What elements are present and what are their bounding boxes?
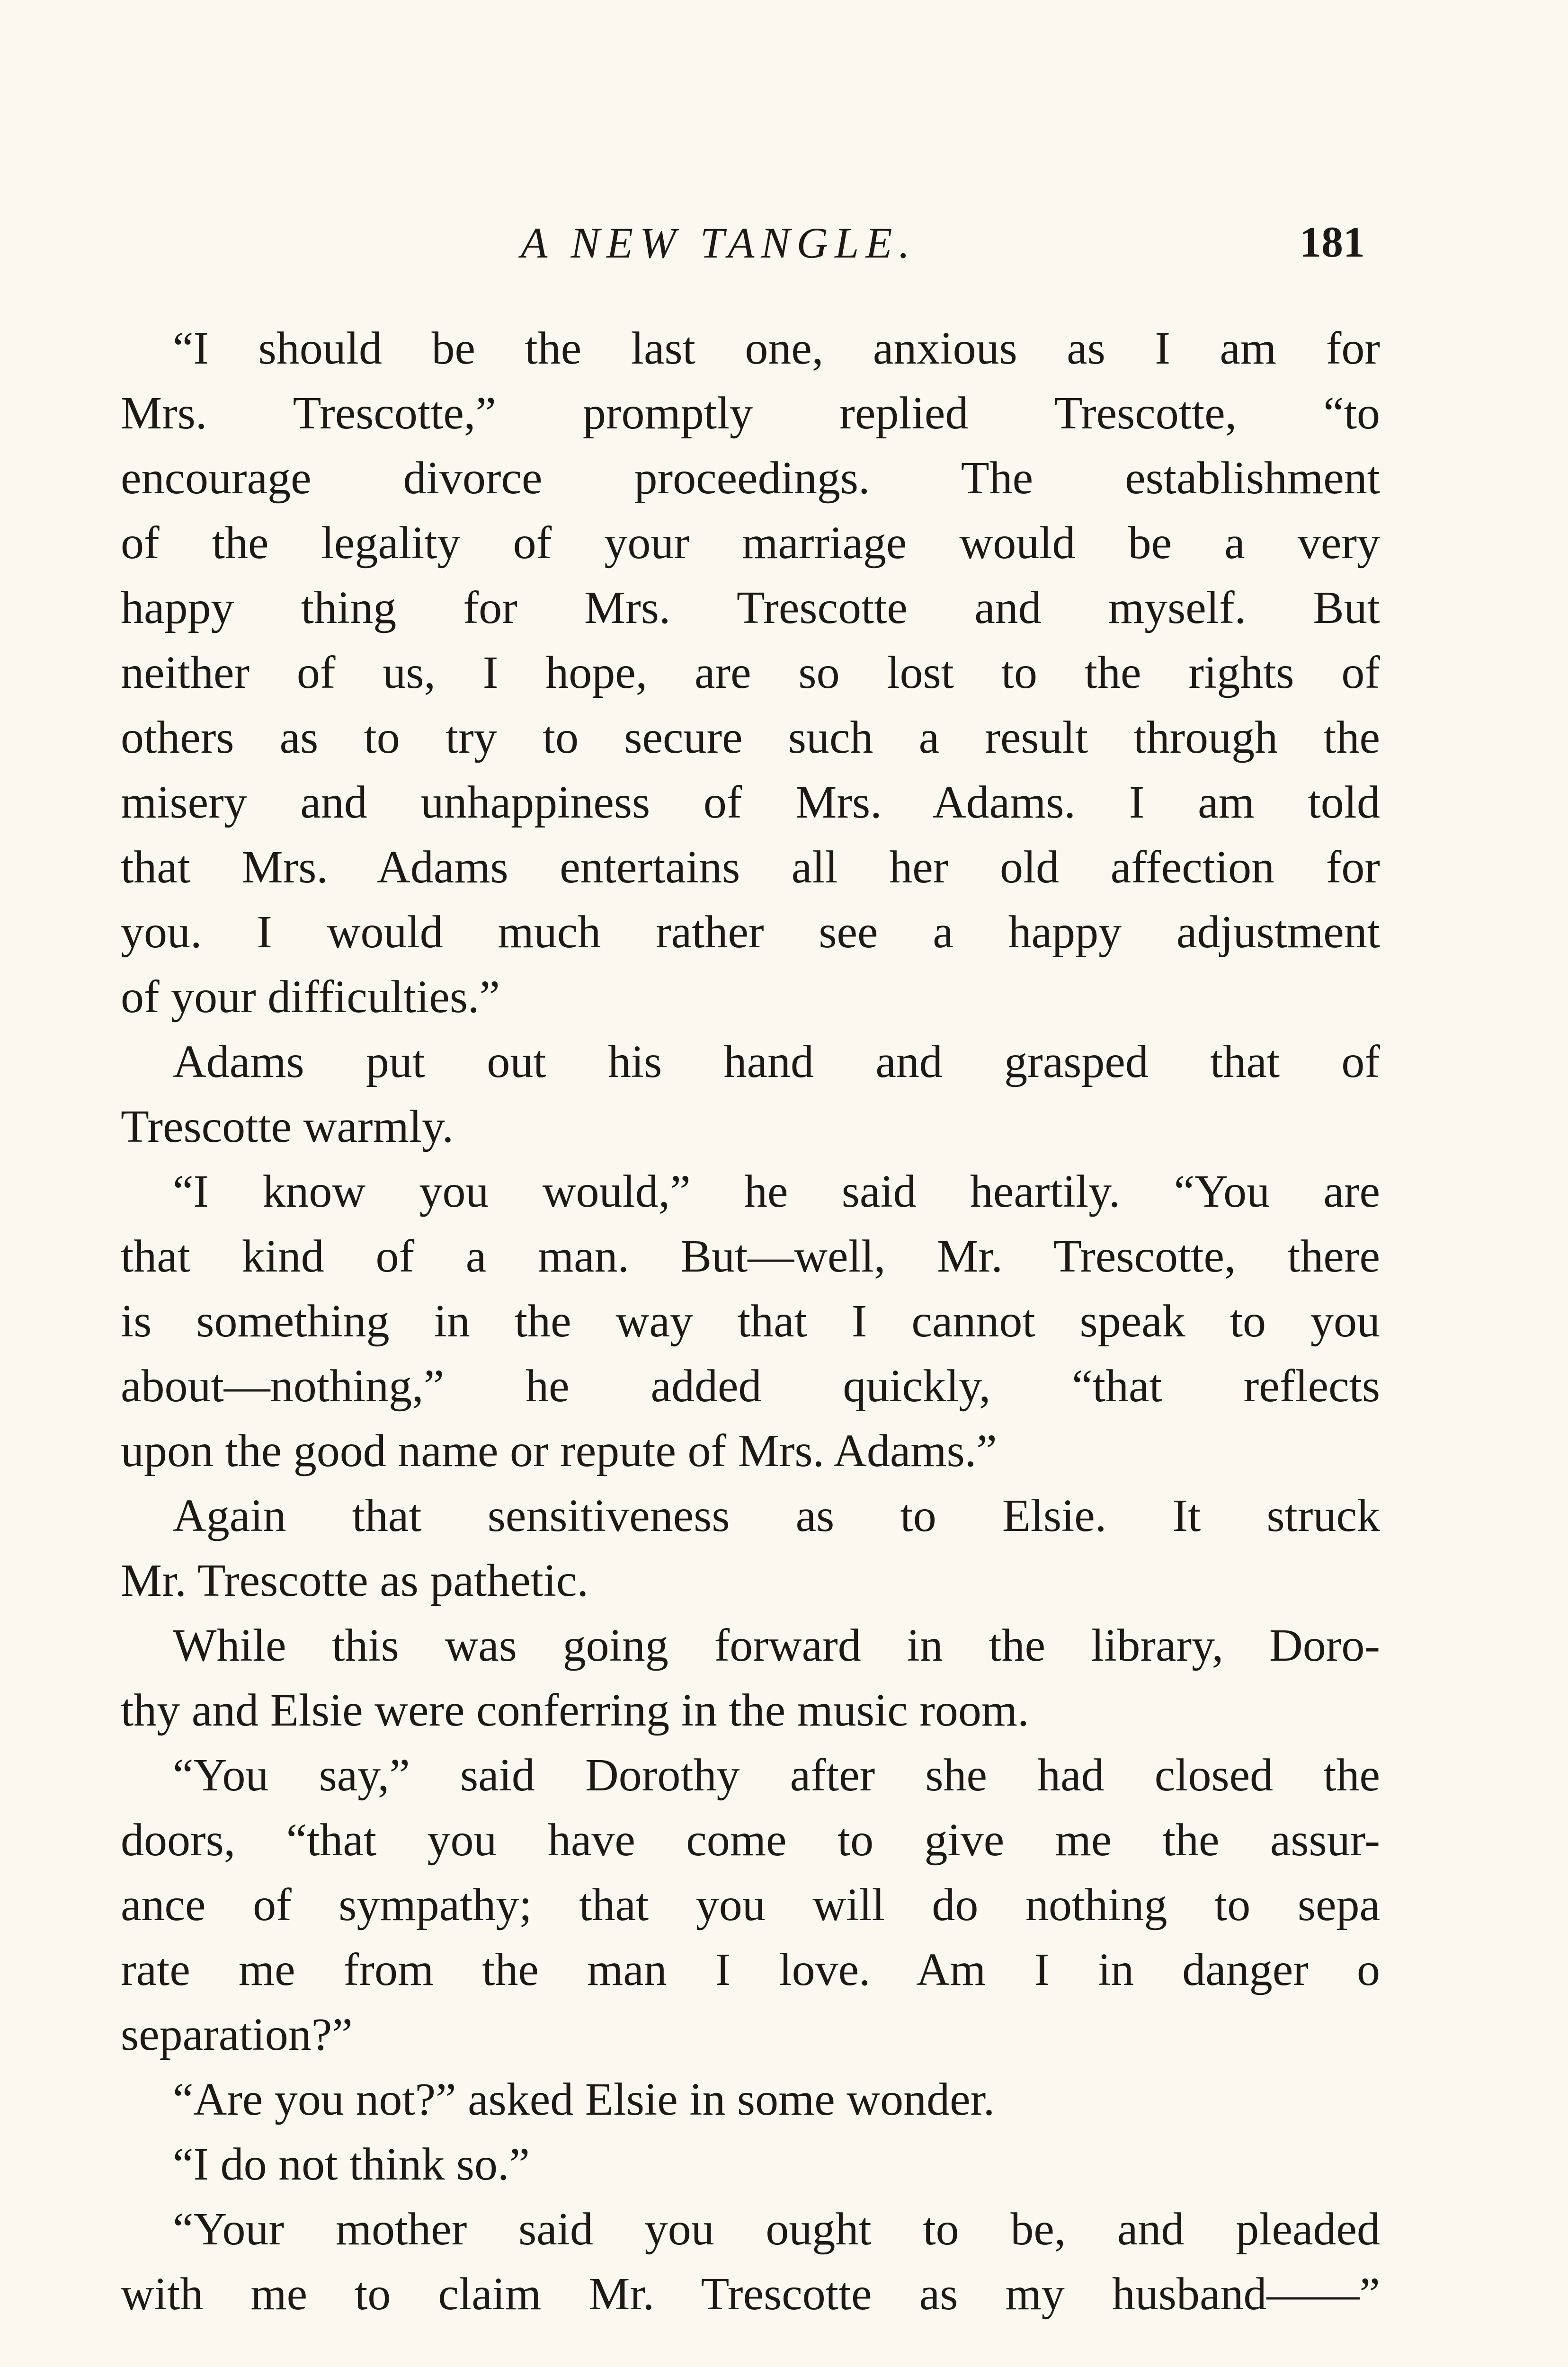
text-line: Adams put out his hand and grasped that of — [173, 1036, 1380, 1087]
text-line: others as to try to secure such a result through the — [121, 712, 1380, 763]
body-text — [121, 316, 1380, 2327]
text-line: upon the good name or repute of Mrs. Adams.” — [121, 1425, 997, 1477]
text-line: “I do not think so.” — [173, 2139, 530, 2190]
text-line: “Your mother said you ought to be, and pleaded — [173, 2204, 1380, 2255]
text-line: of the legality of your marriage would be a very — [121, 517, 1380, 569]
text-line: neither of us, I hope, are so lost to the rights of — [121, 647, 1380, 698]
text-line: that Mrs. Adams entertains all her old affection for — [121, 842, 1380, 893]
text-line: While this was going forward in the library, Doro- — [173, 1620, 1380, 1671]
text-line: encourage divorce proceedings. The establishment — [121, 453, 1380, 504]
text-line: that kind of a man. But—well, Mr. Trescotte, there — [121, 1231, 1380, 1282]
text-line: Mr. Trescotte as pathetic. — [121, 1555, 589, 1606]
text-line: Mrs. Trescotte,” promptly replied Trescotte, “to — [121, 388, 1380, 439]
text-line: Trescotte warmly. — [121, 1101, 454, 1152]
page-header — [0, 213, 1568, 284]
text-line: “I know you would,” he said heartily. “You are — [173, 1166, 1380, 1217]
text-line: misery and unhappiness of Mrs. Adams. I am told — [121, 777, 1380, 828]
text-line: “I should be the last one, anxious as I am for — [173, 323, 1380, 374]
text-line: separation?” — [121, 2009, 353, 2060]
text-line: rate me from the man I love. Am I in danger o — [121, 1944, 1380, 1995]
text-line: you. I would much rather see a happy adjustment — [121, 907, 1380, 958]
text-line: “Are you not?” asked Elsie in some wonder. — [173, 2074, 995, 2125]
text-line: of your difficulties.” — [121, 971, 500, 1023]
text-line: ance of sympathy; that you will do nothing to sepa — [121, 1879, 1380, 1931]
text-line: is something in the way that I cannot speak to you — [121, 1296, 1380, 1347]
text-line: “You say,” said Dorothy after she had closed the — [173, 1750, 1380, 1801]
text-line: Again that sensitiveness as to Elsie. It struck — [173, 1490, 1380, 1541]
text-line: with me to claim Mr. Trescotte as my husband——” — [121, 2269, 1380, 2320]
text-line: about—nothing,” he added quickly, “that reflects — [121, 1361, 1380, 1412]
text-line: doors, “that you have come to give me the assur- — [121, 1815, 1380, 1866]
page-number: 181 — [1300, 218, 1365, 266]
text-line: happy thing for Mrs. Trescotte and myself. But — [121, 582, 1380, 633]
text-line: thy and Elsie were conferring in the music room. — [121, 1685, 1029, 1736]
running-title: A NEW TANGLE. — [521, 219, 917, 267]
